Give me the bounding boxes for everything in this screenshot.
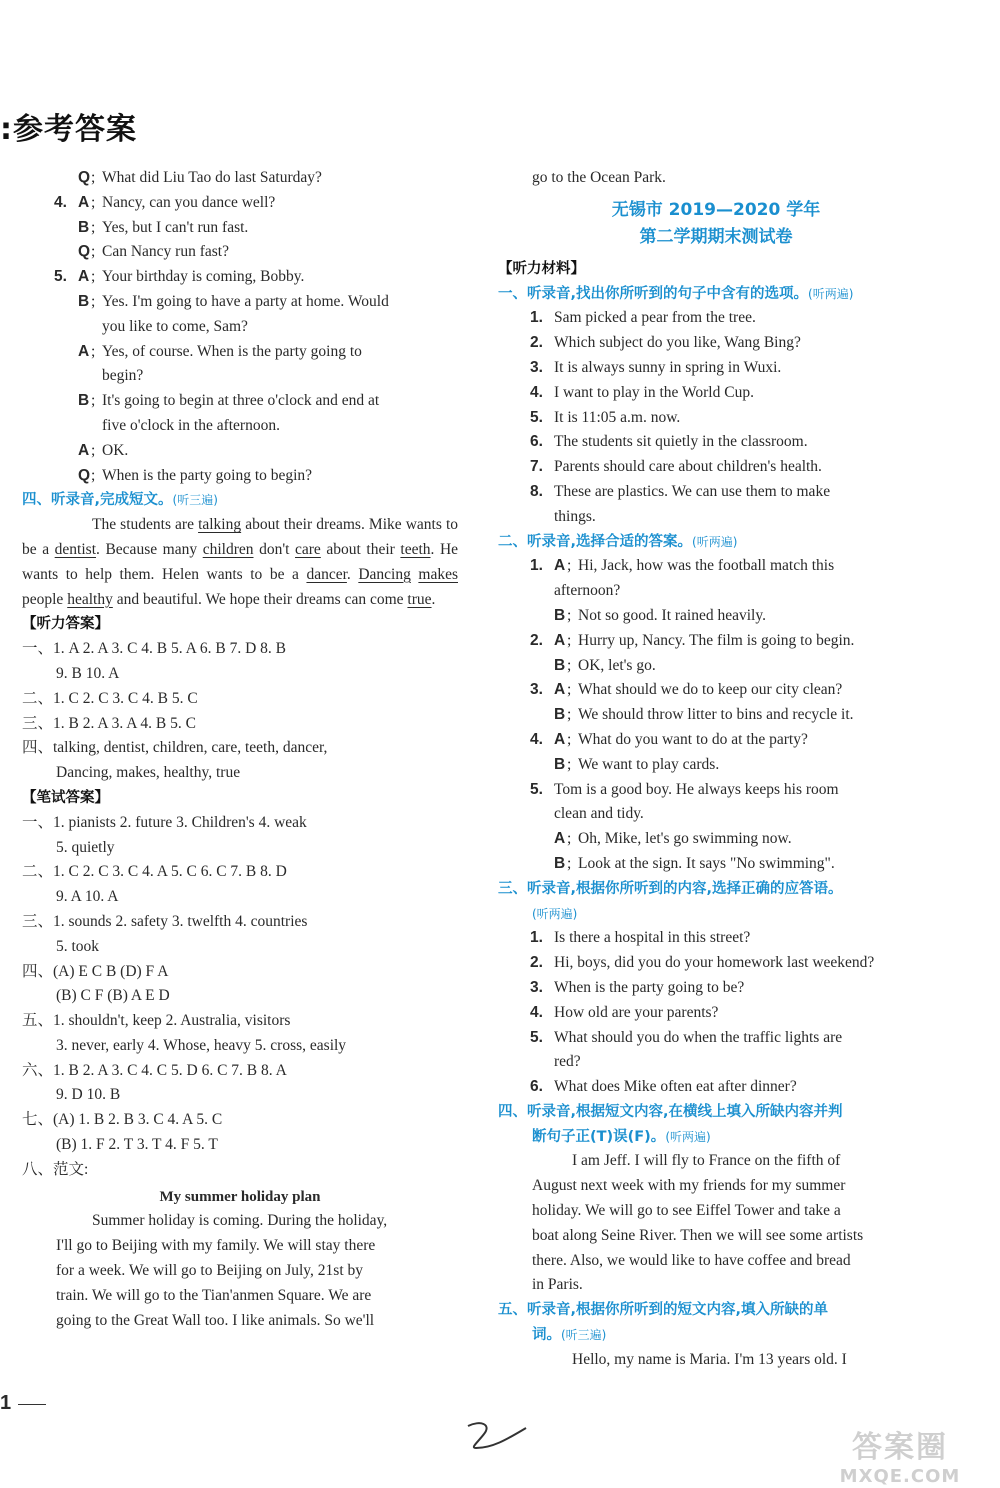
answer-line [22, 885, 458, 910]
item-text: Oh, Mike, let's go swimming now. [578, 830, 792, 848]
answer-text: 一、1. pianists 2. future 3. Children's 4. weak [22, 813, 307, 831]
speaker-colon: ; [567, 606, 572, 624]
dialog-line [22, 315, 458, 340]
cloze-answer: dancer [306, 565, 347, 583]
item-text: These are plastics. We can use them to make [554, 482, 831, 500]
r-section-1-heading: 一、听录音,找出你所听到的句子中含有的选项。(听两遍) [498, 285, 854, 302]
listening-answers [22, 637, 458, 786]
essay-text: for a week. We will go to Beijing on July, 21st by [56, 1262, 363, 1280]
essay-text: I'll go to Beijing with my family. We will stay there [56, 1237, 376, 1255]
speaker-label: Q [78, 466, 91, 484]
answer-text: Dancing, makes, healthy, true [56, 764, 241, 782]
answer-text: 9. B 10. A [56, 664, 120, 682]
item-number: 2. [530, 631, 543, 649]
passage-line [498, 1249, 934, 1274]
numbered-line [498, 579, 934, 604]
item-text: When is the party going to be? [554, 978, 745, 996]
dialog-line [22, 340, 458, 365]
answer-text: 三、1. sounds 2. safety 3. twelfth 4. countries [22, 912, 308, 930]
speaker-label: A [78, 342, 90, 360]
answer-line [22, 662, 458, 687]
answer-text: 四、(A) E C B (D) F A [22, 962, 169, 980]
answer-line [22, 1108, 458, 1133]
numbered-line [498, 678, 934, 703]
speaker-label: A [554, 557, 566, 575]
written-answers [22, 811, 458, 1183]
numbered-line [498, 306, 934, 331]
item-number: 8. [530, 482, 543, 500]
numbered-line [498, 976, 934, 1001]
essay-line [22, 1234, 458, 1259]
r-section-5-heading-cont: 词。(听三遍) [532, 1327, 607, 1344]
cloze-answer: care [295, 540, 321, 558]
dialog-line [22, 464, 458, 489]
item-text: clean and tidy. [554, 805, 644, 823]
speaker-label: B [554, 606, 566, 624]
item-number: 1. [530, 929, 543, 947]
item-text: What does Mike often eat after dinner? [554, 1078, 797, 1096]
item-text: Hi, Jack, how was the football match this [578, 557, 835, 575]
answer-text: 5. took [56, 937, 100, 955]
dialog-text: Nancy, can you dance well? [102, 193, 276, 211]
answer-text: 一、1. A 2. A 3. C 4. B 5. A 6. B 7. D 8. B [22, 640, 286, 658]
dialog-line [22, 265, 458, 290]
cloze-answer: children [202, 540, 254, 558]
dialog-line [22, 216, 458, 241]
item-text: Look at the sign. It says "No swimming". [578, 854, 835, 872]
item-text: Not so good. It rained heavily. [578, 606, 766, 624]
speaker-label: A [554, 631, 566, 649]
answer-line [22, 736, 458, 761]
answer-line [22, 1059, 458, 1084]
speaker-label: A [78, 268, 90, 286]
answer-text: 三、1. B 2. A 3. A 4. B 5. C [22, 714, 196, 732]
dialog-text: you like to come, Sam? [102, 317, 248, 335]
numbered-line [498, 331, 934, 356]
item-number: 1. [530, 557, 543, 575]
numbered-line [498, 480, 934, 505]
speaker-colon: ; [91, 169, 96, 186]
answer-line [22, 910, 458, 935]
passage-text: August next week with my friends for my summer [532, 1177, 846, 1195]
speaker-colon: ; [91, 243, 96, 261]
speaker-colon: ; [567, 706, 572, 724]
page-number: 1 [0, 1392, 12, 1414]
item-text: afternoon? [554, 582, 621, 600]
speaker-label: A [78, 193, 90, 211]
passage-text: there. Also, we would like to have coffee and bread [532, 1251, 851, 1269]
speaker-colon: ; [91, 342, 96, 360]
item-number: 4. [530, 383, 543, 401]
speaker-colon: ; [91, 268, 96, 286]
item-text: Is there a hospital in this street? [554, 929, 751, 947]
answer-text: 二、1. C 2. C 3. C 4. B 5. C [22, 689, 198, 707]
dialog-text: five o'clock in the afternoon. [102, 416, 280, 434]
speaker-colon: ; [567, 631, 572, 649]
numbered-line [498, 852, 934, 877]
dialog-text: OK. [102, 441, 129, 459]
essay-text: train. We will go to the Tian'anmen Square. We are [56, 1286, 372, 1304]
speaker-colon: ; [91, 392, 96, 410]
passage-line [498, 1149, 934, 1174]
speaker-label: B [554, 854, 566, 872]
item-number: 5. [530, 408, 543, 426]
dialog-line [22, 439, 458, 464]
answer-text: (B) C F (B) A E D [56, 987, 170, 1005]
dialog-text: Yes. I'm going to have a party at home. Would [102, 292, 389, 310]
answer-line [22, 1034, 458, 1059]
item-number: 6. [530, 433, 543, 451]
r-section-2-items [498, 554, 934, 876]
exam-title-line-1: 无锡市 2019—2020 学年 [611, 199, 821, 220]
written-answers-heading: 【笔试答案】 [22, 789, 109, 806]
cloze-answer: Dancing [358, 565, 411, 583]
item-text: Tom is a good boy. He always keeps his room [554, 780, 839, 798]
item-number: 2. [530, 954, 543, 972]
item-text: red? [554, 1053, 581, 1071]
speaker-label: Q [78, 243, 91, 261]
item-text: We want to play cards. [578, 755, 720, 773]
passage-text: holiday. We will go to see Eiffel Tower and take a [532, 1202, 841, 1220]
speaker-label: B [554, 656, 566, 674]
speaker-label: Q [78, 169, 91, 186]
speaker-label: A [554, 730, 566, 748]
r-section-3-items [498, 926, 934, 1100]
r-section-3-note: (听两遍) [532, 906, 578, 921]
numbered-line [498, 703, 934, 728]
passage-line [498, 1273, 934, 1298]
r-section-4-heading-cont: 断句子正(T)误(F)。(听两遍) [532, 1128, 711, 1145]
answer-text: 八、范文: [22, 1160, 89, 1178]
answer-text: 四、talking, dentist, children, care, teeth, dancer, [22, 739, 328, 757]
answer-line [22, 712, 458, 737]
numbered-line [498, 381, 934, 406]
dialog-line [22, 389, 458, 414]
item-text: things. [554, 507, 596, 525]
speaker-colon: ; [91, 466, 96, 484]
cloze-answer: dentist [54, 540, 97, 558]
dialog-block [22, 166, 458, 488]
answer-line [22, 1083, 458, 1108]
item-number: 5. [530, 1028, 543, 1046]
item-text: Hurry up, Nancy. The film is going to begin. [578, 631, 855, 649]
item-number: 6. [530, 1078, 543, 1096]
passage-line [498, 1199, 934, 1224]
exam-title-line-2: 第二学期期末测试卷 [639, 226, 793, 247]
speaker-colon: ; [91, 218, 96, 236]
numbered-line [498, 505, 934, 530]
item-text: It is 11:05 a.m. now. [554, 408, 681, 426]
speaker-colon: ; [567, 854, 572, 872]
r-section-5-passage: Hello, my name is Maria. I'm 13 years old. I [572, 1350, 847, 1368]
passage-line [498, 1174, 934, 1199]
r-section-1-items [498, 306, 934, 529]
numbered-line [498, 604, 934, 629]
item-number: 3. [530, 358, 543, 376]
r-section-5-heading: 五、听录音,根据你所听到的短文内容,填入所缺的单 [498, 1302, 829, 1319]
numbered-line [498, 629, 934, 654]
speaker-label: A [554, 681, 566, 699]
numbered-line [498, 1001, 934, 1026]
right-column [498, 166, 934, 1373]
answer-text: (B) 1. F 2. T 3. T 4. F 5. T [56, 1136, 218, 1154]
page-header-title: :参考答案 [0, 112, 137, 147]
speaker-colon: ; [91, 193, 96, 211]
cloze-passage: The students are talking about their dreams. Mike wants to be a dentist. Because many children don't care about their teeth. He wants to help them. Helen wants to be a dancer. Dancing makes people healthy and beautiful. We hope their dreams can come true. [22, 516, 459, 608]
item-text: The students sit quietly in the classroom. [554, 433, 808, 451]
item-number: 5. [530, 780, 543, 798]
dialog-text: Yes, but I can't run fast. [102, 218, 249, 236]
essay-line [22, 1259, 458, 1284]
numbered-line [498, 926, 934, 951]
numbered-line [498, 356, 934, 381]
speaker-label: B [554, 755, 566, 773]
continued-line: go to the Ocean Park. [532, 169, 666, 186]
answer-line [22, 960, 458, 985]
watermark [820, 1422, 980, 1487]
numbered-line [498, 1050, 934, 1075]
answer-line [22, 1009, 458, 1034]
answer-line [22, 984, 458, 1009]
answer-line [22, 637, 458, 662]
numbered-line [498, 430, 934, 455]
numbered-line [498, 728, 934, 753]
cloze-answer: teeth [400, 540, 431, 558]
speaker-colon: ; [567, 755, 572, 773]
cloze-answer: makes [418, 565, 458, 583]
answer-line [22, 687, 458, 712]
answer-line [22, 761, 458, 786]
item-text: How old are your parents? [554, 1003, 719, 1021]
item-text: OK, let's go. [578, 656, 656, 674]
essay-line [22, 1309, 458, 1334]
essay-line [22, 1209, 458, 1234]
answer-line [22, 935, 458, 960]
numbered-line [498, 827, 934, 852]
numbered-line [498, 1075, 934, 1100]
item-text: Which subject do you like, Wang Bing? [554, 334, 801, 352]
watermark-url: MXQE.COM [839, 1466, 961, 1487]
dialog-line [22, 166, 458, 191]
page-number-rule [18, 1404, 46, 1405]
item-number: 3. [530, 978, 543, 996]
essay-line [22, 1284, 458, 1309]
dialog-text: It's going to begin at three o'clock and end at [102, 392, 380, 410]
cloze-answer: true [407, 590, 432, 608]
dialog-text: What did Liu Tao do last Saturday? [102, 169, 322, 186]
answer-text: 六、1. B 2. A 3. C 4. C 5. D 6. C 7. B 8. A [22, 1061, 287, 1079]
listening-answers-heading: 【听力答案】 [22, 616, 109, 633]
item-text: Parents should care about children's health. [554, 458, 822, 476]
speaker-label: B [78, 392, 90, 410]
speaker-colon: ; [567, 557, 572, 575]
numbered-line [498, 778, 934, 803]
answer-line [22, 836, 458, 861]
dialog-text: Yes, of course. When is the party going to [102, 342, 362, 360]
item-text: Hi, boys, did you do your homework last weekend? [554, 954, 875, 972]
speaker-label: B [78, 218, 90, 236]
dialog-line [22, 364, 458, 389]
speaker-label: A [78, 441, 90, 459]
dialog-line [22, 290, 458, 315]
item-text: What do you want to do at the party? [578, 730, 808, 748]
speaker-colon: ; [567, 656, 572, 674]
speaker-label: A [554, 830, 566, 848]
item-number: 4. [530, 730, 543, 748]
dialog-text: begin? [102, 367, 144, 385]
essay-title: My summer holiday plan [159, 1188, 321, 1205]
essay-text: Summer holiday is coming. During the holiday, [92, 1212, 388, 1230]
answer-text: 9. D 10. B [56, 1086, 121, 1104]
item-text: What should you do when the traffic lights are [554, 1028, 843, 1046]
item-number: 7. [530, 458, 543, 476]
r-section-4-passage [498, 1149, 934, 1298]
handwritten-mark [462, 1418, 532, 1454]
passage-text: in Paris. [532, 1276, 583, 1294]
dialog-text: Your birthday is coming, Bobby. [102, 268, 305, 286]
passage-line [498, 1224, 934, 1249]
watermark-logo: 答案圈 [852, 1430, 948, 1465]
speaker-label: B [78, 292, 90, 310]
answer-text: 9. A 10. A [56, 888, 119, 906]
r-section-4-heading: 四、听录音,根据短文内容,在横线上填入所缺内容并判 [498, 1103, 843, 1120]
numbered-line [498, 654, 934, 679]
speaker-colon: ; [567, 830, 572, 848]
item-number: 1. [530, 309, 543, 327]
numbered-line [498, 1026, 934, 1051]
item-number: 4. [530, 1003, 543, 1021]
dialog-text: Can Nancy run fast? [102, 243, 229, 261]
cloze-answer: talking [198, 516, 242, 534]
section-4-heading: 四、听录音,完成短文。(听三遍) [22, 492, 218, 509]
speaker-colon: ; [567, 730, 572, 748]
dialog-line [22, 414, 458, 439]
speaker-colon: ; [91, 441, 96, 459]
speaker-colon: ; [91, 292, 96, 310]
item-number: 3. [530, 681, 543, 699]
answer-text: 3. never, early 4. Whose, heavy 5. cross, easily [56, 1036, 347, 1054]
item-text: Sam picked a pear from the tree. [554, 309, 756, 327]
essay-text: going to the Great Wall too. I like animals. So we'll [56, 1311, 375, 1329]
numbered-line [498, 753, 934, 778]
r-section-2-heading: 二、听录音,选择合适的答案。(听两遍) [498, 533, 738, 550]
left-column [22, 166, 458, 1333]
numbered-line [498, 951, 934, 976]
item-number: 5. [54, 268, 67, 286]
item-text: I want to play in the World Cup. [554, 383, 754, 401]
answer-text: 二、1. C 2. C 3. C 4. A 5. C 6. C 7. B 8. D [22, 863, 287, 881]
passage-text: I am Jeff. I will fly to France on the fifth of [572, 1152, 841, 1170]
answer-text: 5. quietly [56, 838, 115, 856]
speaker-label: B [554, 706, 566, 724]
item-text: We should throw litter to bins and recycle it. [578, 706, 854, 724]
numbered-line [498, 406, 934, 431]
item-number: 2. [530, 334, 543, 352]
r-section-3-heading: 三、听录音,根据你所听到的内容,选择正确的应答语。 [498, 880, 843, 897]
dialog-line [22, 240, 458, 265]
numbered-line [498, 554, 934, 579]
item-text: It is always sunny in spring in Wuxi. [554, 358, 782, 376]
numbered-line [498, 455, 934, 480]
cloze-answer: healthy [67, 590, 113, 608]
essay-body [22, 1209, 458, 1333]
speaker-colon: ; [567, 681, 572, 699]
dialog-text: When is the party going to begin? [102, 466, 313, 484]
numbered-line [498, 802, 934, 827]
answer-line [22, 860, 458, 885]
answer-text: 七、(A) 1. B 2. B 3. C 4. A 5. C [22, 1111, 223, 1129]
passage-text: boat along Seine River. Then we will see some artists [532, 1226, 864, 1244]
item-text: What should we do to keep our city clean? [578, 681, 843, 699]
answer-text: 五、1. shouldn't, keep 2. Australia, visitors [22, 1012, 291, 1030]
answer-line [22, 1158, 458, 1183]
item-number: 4. [54, 193, 67, 211]
answer-line [22, 1133, 458, 1158]
dialog-line [22, 191, 458, 216]
material-heading: 【听力材料】 [498, 260, 585, 277]
answer-line [22, 811, 458, 836]
